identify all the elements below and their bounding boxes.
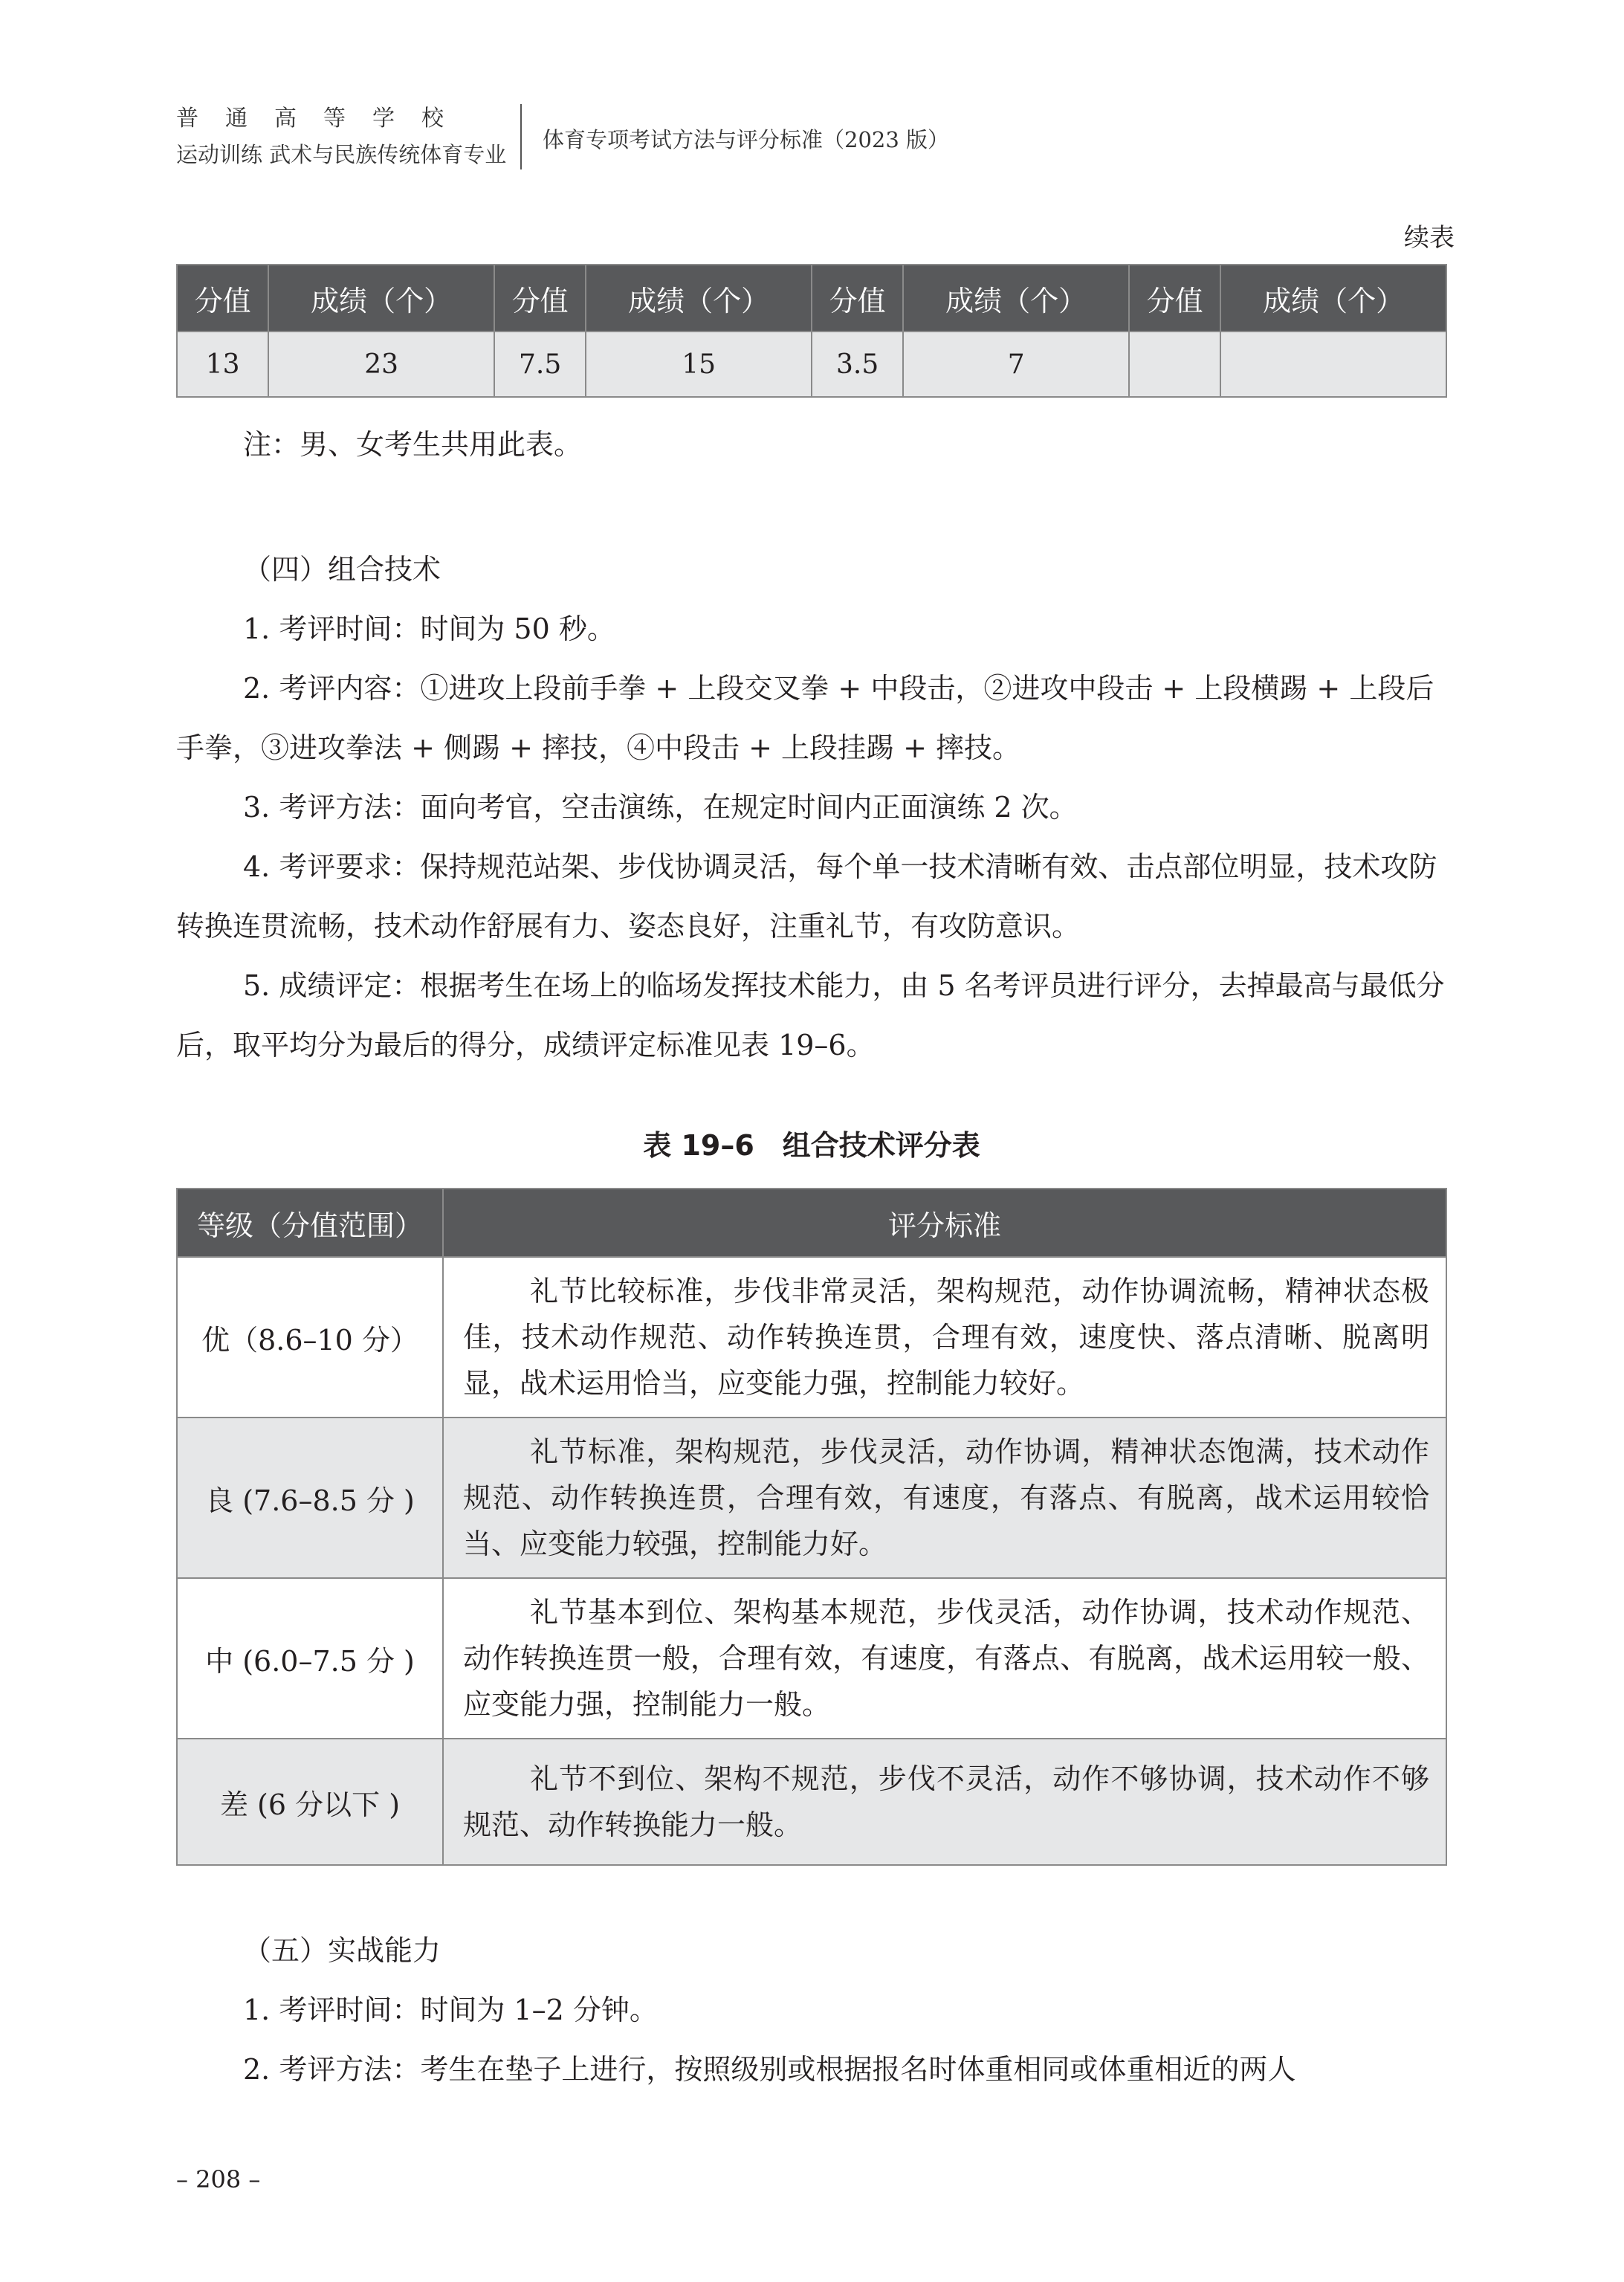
score-header-cell: 成绩（个）: [268, 265, 494, 332]
grade-row: [177, 1257, 1446, 1418]
grade-row: [177, 1739, 1446, 1865]
score-cell: 15: [586, 332, 812, 397]
criteria-cell: [443, 1257, 1446, 1418]
header-major: 运动训练 武术与民族传统体育专业: [176, 142, 507, 167]
continued-table-label: 续表: [1404, 223, 1455, 253]
grade-row: [177, 1578, 1446, 1739]
score-header-cell: 成绩（个）: [586, 265, 812, 332]
score-cell: [1220, 332, 1446, 397]
score-cell: 3.5: [812, 332, 903, 397]
score-header-cell: 分值: [494, 265, 586, 332]
grade-cell: 优（8.6–10 分）: [177, 1257, 443, 1418]
paragraph: 5. 成绩评定：根据考生在场上的临场发挥技术能力，由 5 名考评员进行评分，去掉最高与最低分后，取平均分为最后的得分，成绩评定标准见表 19–6。: [176, 969, 1445, 1061]
grade-cell: 差 (6 分以下 ): [177, 1739, 443, 1865]
header-school-type: 普通高等学校: [176, 106, 470, 132]
page-number: – 208 –: [176, 2165, 261, 2194]
header-book-title: 体育专项考试方法与评分标准（2023 版）: [543, 127, 950, 152]
grade-cell: 中 (6.0–7.5 分 ): [177, 1578, 443, 1739]
grade-table-header-row: [177, 1189, 1446, 1257]
paragraph: 2. 考评内容：①进攻上段前手拳 + 上段交叉拳 + 中段击，②进攻中段击 + 上段横踢 + 上段后手拳，③进攻拳法 + 侧踢 + 摔技，④中段击 + 上段挂踢 + 摔技。: [176, 672, 1434, 764]
score-table: [176, 264, 1447, 398]
grade-row: [177, 1418, 1446, 1578]
score-cell: 7.5: [494, 332, 586, 397]
score-header-cell: 分值: [1129, 265, 1220, 332]
paragraph: 3. 考评方法：面向考官，空击演练，在规定时间内正面演练 2 次。: [243, 791, 1078, 824]
score-header-cell: 分值: [177, 265, 268, 332]
criteria-text: 礼节不到位、架构不规范，步伐不灵活，动作不够协调，技术动作不够规范、动作转换能力一般。: [463, 1762, 1429, 1841]
score-header-cell: 成绩（个）: [1220, 265, 1446, 332]
paragraph: 1. 考评时间：时间为 50 秒。: [243, 612, 615, 645]
paragraph: 4. 考评要求：保持规范站架、步伐协调灵活，每个单一技术清晰有效、击点部位明显，技术攻防转换连贯流畅，技术动作舒展有力、姿态良好，注重礼节，有攻防意识。: [176, 850, 1437, 943]
section-heading: （五）实战能力: [243, 1934, 441, 1967]
running-header-left: [176, 104, 506, 169]
criteria-cell: [443, 1578, 1446, 1739]
header-divider: [520, 104, 522, 169]
grade-header-cell: 等级（分值范围）: [177, 1189, 443, 1257]
criteria-cell: [443, 1418, 1446, 1578]
criteria-text: 礼节标准，架构规范，步伐灵活，动作协调，精神状态饱满，技术动作规范、动作转换连贯，合理有效，有速度，有落点、有脱离，战术运用较恰当、应变能力较强，控制能力好。: [463, 1435, 1429, 1560]
score-cell: 23: [268, 332, 494, 397]
score-cell: 13: [177, 332, 268, 397]
criteria-text: 礼节基本到位、架构基本规范，步伐灵活，动作协调，技术动作规范、动作转换连贯一般，合理有效，有速度，有落点、有脱离，战术运用较一般、应变能力强，控制能力一般。: [463, 1596, 1429, 1721]
criteria-text: 礼节比较标准，步伐非常灵活，架构规范，动作协调流畅，精神状态极佳，技术动作规范、动作转换连贯，合理有效，速度快、落点清晰、脱离明显，战术运用恰当，应变能力强，控制能力较好。: [463, 1275, 1429, 1400]
criteria-header-cell: 评分标准: [443, 1189, 1446, 1257]
paragraph: 2. 考评方法：考生在垫子上进行，按照级别或根据报名时体重相同或体重相近的两人: [243, 2053, 1296, 2086]
criteria-cell: [443, 1739, 1446, 1865]
score-cell: 7: [903, 332, 1129, 397]
score-table-row: [177, 332, 1446, 397]
score-header-cell: 分值: [812, 265, 903, 332]
score-table-header-row: [177, 265, 1446, 332]
table-note: 注：男、女考生共用此表。: [243, 428, 583, 461]
section-heading: （四）组合技术: [243, 553, 441, 586]
grade-table: [176, 1188, 1447, 1866]
score-header-cell: 成绩（个）: [903, 265, 1129, 332]
grade-cell: 良 (7.6–8.5 分 ): [177, 1418, 443, 1578]
table-title: 表 19–6 组合技术评分表: [643, 1129, 980, 1162]
paragraph: 1. 考评时间：时间为 1–2 分钟。: [243, 1994, 658, 2026]
score-cell: [1129, 332, 1220, 397]
